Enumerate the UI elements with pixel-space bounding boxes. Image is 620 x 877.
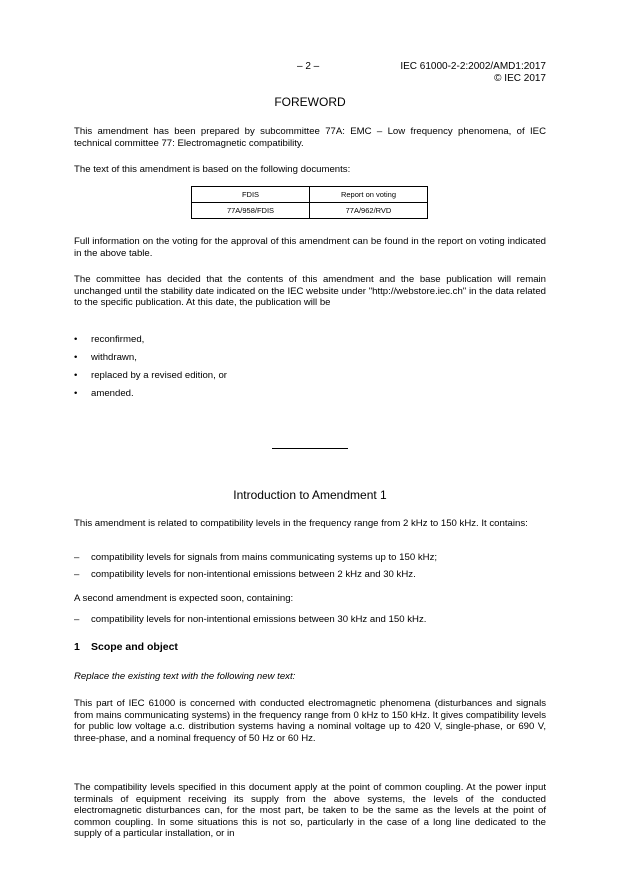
list-item-text: compatibility levels for non-intentional emissions between 2 kHz and 30 kHz. — [91, 569, 416, 580]
list-item — [74, 614, 426, 626]
list-item-text: reconfirmed, — [91, 334, 145, 345]
scope-paragraph-2: The compatibility levels specified in this document apply at the point of common coupling. At the power input terminals of equipment receiving its supply from the above systems, the levels of the conducted electromagnetic disturbances can, for the most part, be taken to be the same as the levels at the point of common coupling. In some situations this is not so, particularly in the case of a long line dedicated to the supply of a particular installation, or in — [74, 782, 546, 839]
table-header-fdis: FDIS — [192, 187, 310, 203]
introduction-paragraph-1: This amendment is related to compatibility levels in the frequency range from 2 kHz to 150 kHz. It contains: — [74, 518, 528, 529]
dash-marker: – — [74, 614, 80, 625]
scope-paragraph-1: This part of IEC 61000 is concerned with conducted electromagnetic phenomena (disturbances and signals from mains communicating systems) in the frequency range from 0 kHz to 150 kHz. It gives compatibility levels for public low voltage a.c. distribution systems having a nominal voltage up to 420 V, single-phase, or 690 V, three-phase, and a nominal frequency of 50 Hz or 60 Hz. — [74, 698, 546, 744]
bullet-marker: • — [74, 334, 78, 345]
bullet-marker: • — [74, 370, 78, 381]
table-cell-fdis: 77A/958/FDIS — [192, 203, 310, 219]
foreword-title: FOREWORD — [274, 95, 346, 109]
list-item — [74, 352, 137, 364]
section-number: 1 — [74, 641, 80, 653]
bullet-marker: • — [74, 388, 78, 399]
bullet-marker: • — [74, 352, 78, 363]
section-divider — [272, 448, 348, 449]
introduction-title: Introduction to Amendment 1 — [233, 488, 387, 502]
foreword-paragraph-3: Full information on the voting for the approval of this amendment can be found in the report on voting indicated in the above table. — [74, 236, 546, 259]
table-row — [192, 203, 428, 219]
introduction-paragraph-2: A second amendment is expected soon, containing: — [74, 593, 294, 604]
list-item-text: replaced by a revised edition, or — [91, 370, 227, 381]
document-reference: IEC 61000-2-2:2002/AMD1:2017 — [400, 61, 546, 72]
list-item-text: compatibility levels for non-intentional emissions between 30 kHz and 150 kHz. — [91, 614, 427, 625]
section-title: Scope and object — [91, 641, 178, 653]
list-item — [74, 334, 144, 346]
list-item — [74, 370, 227, 382]
dash-marker: – — [74, 552, 80, 563]
amendment-instruction: Replace the existing text with the following new text: — [74, 671, 296, 682]
list-item-text: amended. — [91, 388, 134, 399]
foreword-paragraph-4: The committee has decided that the contents of this amendment and the base publication will remain unchanged until the stability date indicated on the IEC website under "http://webstore.iec.ch" in the data related to the specific publication. At this date, the publication will be — [74, 274, 546, 308]
foreword-paragraph-1: This amendment has been prepared by subcommittee 77A: EMC – Low frequency phenomena, of IEC technical committee 77: Electromagnetic compatibility. — [74, 126, 546, 149]
voting-documents-table — [191, 186, 428, 219]
list-item — [74, 552, 437, 564]
foreword-paragraph-2: The text of this amendment is based on the following documents: — [74, 164, 351, 175]
table-header-report: Report on voting — [310, 187, 428, 203]
section-heading — [74, 641, 178, 653]
list-item-text: withdrawn, — [91, 352, 137, 363]
table-header-row — [192, 187, 428, 203]
page-number: – 2 – — [297, 61, 320, 72]
list-item-text: compatibility levels for signals from mains communicating systems up to 150 kHz; — [91, 552, 438, 563]
table-cell-rvd: 77A/962/RVD — [310, 203, 428, 219]
dash-marker: – — [74, 569, 80, 580]
list-item — [74, 569, 416, 581]
list-item — [74, 388, 134, 400]
copyright-notice: © IEC 2017 — [494, 73, 546, 84]
